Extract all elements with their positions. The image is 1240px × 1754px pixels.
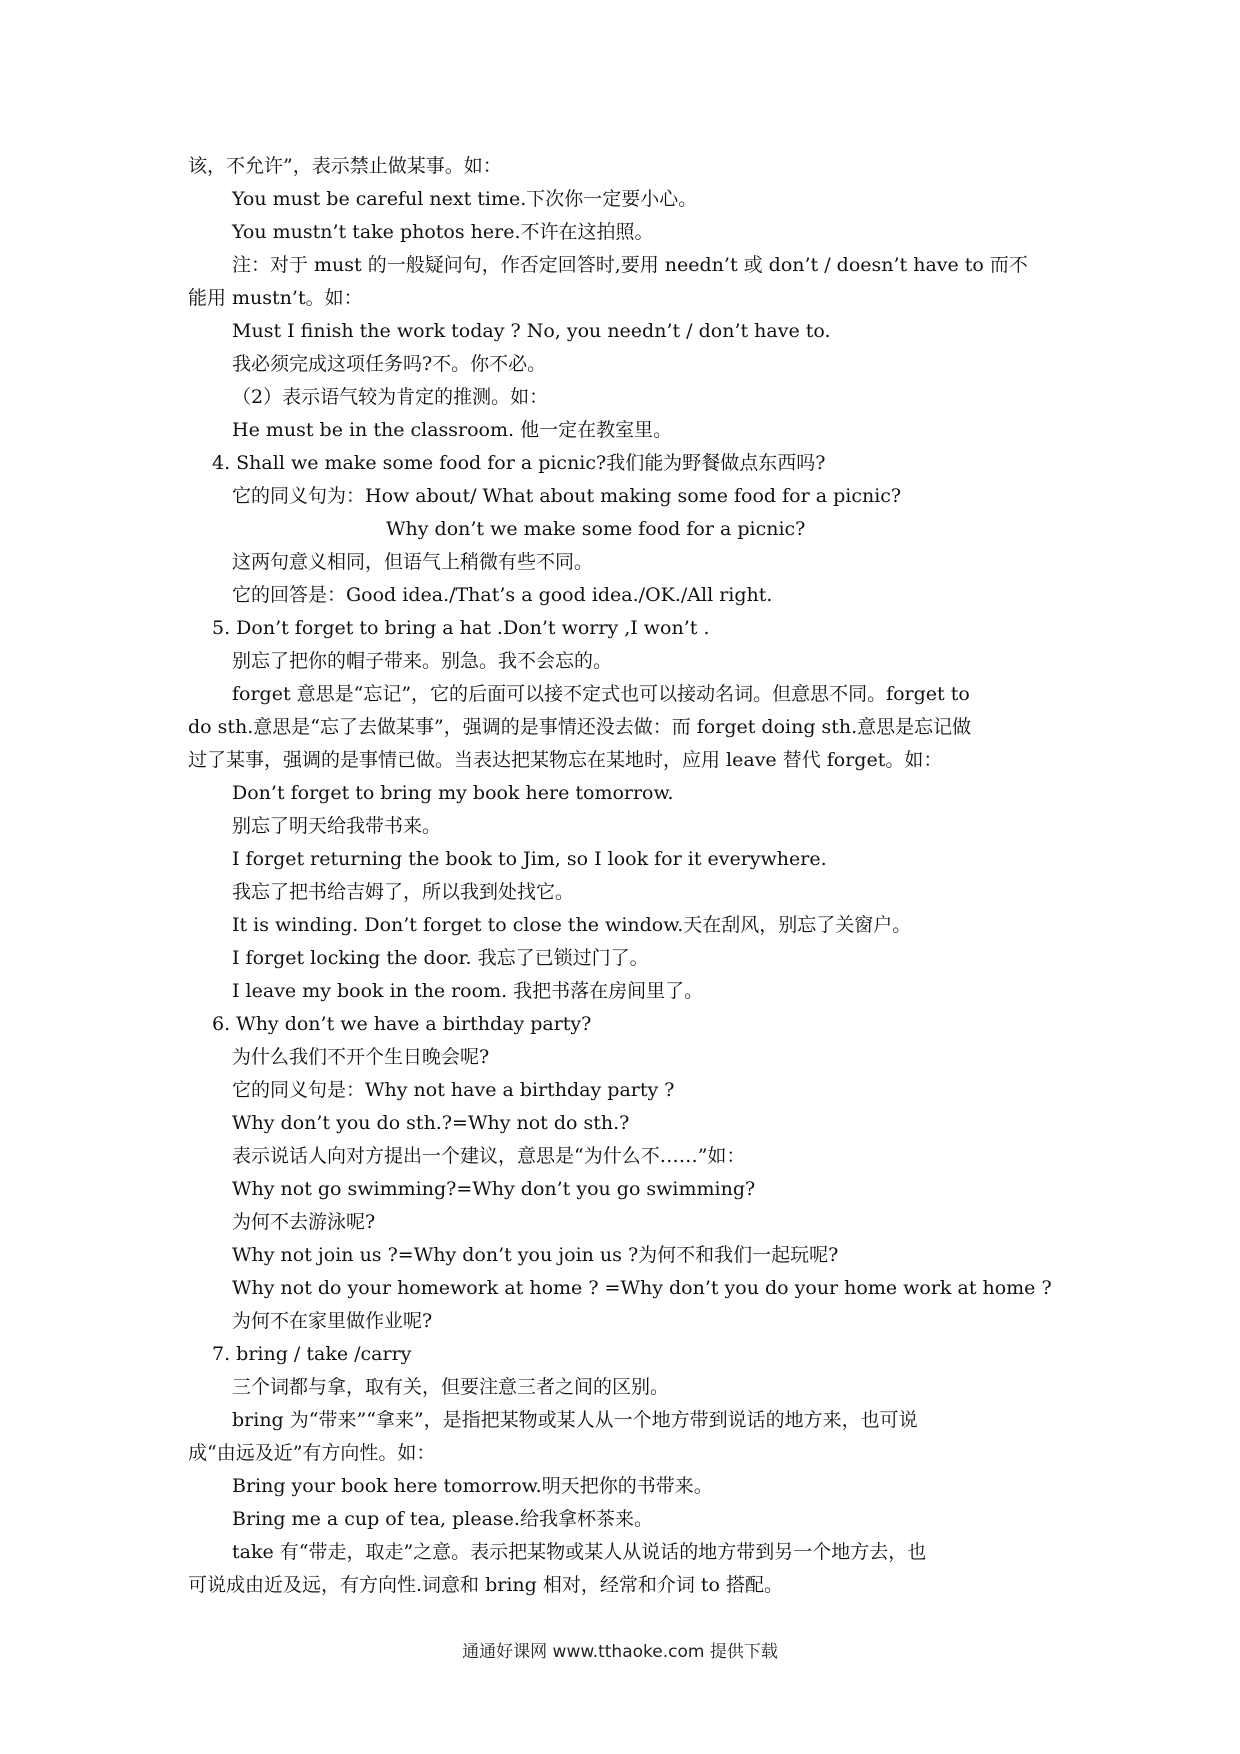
- text-line: You mustn’t take photos here.不许在这拍照。: [232, 221, 654, 243]
- text-line: 它的回答是：Good idea./That’s a good idea./OK./All right.: [232, 584, 773, 606]
- text-line: He must be in the classroom. 他一定在教室里。: [232, 419, 673, 441]
- text-line: 它的同义句是：Why not have a birthday party ?: [232, 1079, 675, 1101]
- text-line: I forget locking the door. 我忘了已锁过门了。: [232, 947, 649, 969]
- text-line: 别忘了把你的帽子带来。别急。我不会忘的。: [232, 650, 613, 672]
- text-line: 可说成由近及远，有方向性.词意和 bring 相对，经常和介词 to 搭配。: [188, 1574, 783, 1596]
- text-line: 5. Don’t forget to bring a hat .Don’t worry ,I won’t .: [212, 617, 710, 639]
- text-line: 表示说话人向对方提出一个建议，意思是“为什么不……”如：: [232, 1145, 746, 1167]
- text-line: 能用 mustn’t。如：: [188, 287, 363, 309]
- text-line: Why not do your homework at home ? =Why don’t you do your home work at home ?: [232, 1277, 1052, 1299]
- text-line: Bring your book here tomorrow.明天把你的书带来。: [232, 1475, 713, 1497]
- text-line: 该，不允许”，表示禁止做某事。如：: [188, 155, 502, 177]
- text-line: take 有“带走，取走”之意。表示把某物或某人从说话的地方带到另一个地方去，也: [232, 1541, 927, 1563]
- text-line: 为何不在家里做作业呢?: [232, 1310, 433, 1332]
- text-line: Why don’t we make some food for a picnic?: [386, 518, 806, 540]
- text-line: Why not go swimming?=Why don’t you go swimming?: [232, 1178, 756, 1200]
- text-line: 我必须完成这项任务吗?不。你不必。: [232, 353, 547, 375]
- text-line: I leave my book in the room. 我把书落在房间里了。: [232, 980, 704, 1002]
- text-line: 别忘了明天给我带书来。: [232, 815, 442, 837]
- text-line: You must be careful next time.下次你一定要小心。: [232, 188, 698, 210]
- text-line: I forget returning the book to Jim, so I look for it everywhere.: [232, 848, 827, 870]
- page-footer: 通通好课网 www.tthaoke.com 提供下载: [462, 1642, 778, 1662]
- text-line: Don’t forget to bring my book here tomorrow.: [232, 782, 674, 804]
- text-line: Bring me a cup of tea, please.给我拿杯茶来。: [232, 1508, 653, 1530]
- text-line: 4. Shall we make some food for a picnic?我们能为野餐做点东西吗?: [212, 452, 826, 474]
- text-line: 这两句意义相同，但语气上稍微有些不同。: [232, 551, 594, 573]
- text-line: Must I finish the work today ? No, you needn’t / don’t have to.: [232, 320, 831, 342]
- text-line: 注：对于 must 的一般疑问句，作否定回答时,要用 needn’t 或 don’t / doesn’t have to 而不: [232, 254, 1028, 276]
- text-line: （2）表示语气较为肯定的推测。如：: [232, 386, 549, 408]
- text-line: 三个词都与拿，取有关，但要注意三者之间的区别。: [232, 1376, 670, 1398]
- text-line: 为什么我们不开个生日晚会呢?: [232, 1046, 490, 1068]
- text-line: bring 为“带来”“拿来”，是指把某物或某人从一个地方带到说话的地方来，也可说: [232, 1409, 918, 1431]
- text-line: 它的同义句为：How about/ What about making some food for a picnic?: [232, 485, 902, 507]
- text-line: forget 意思是“忘记”，它的后面可以接不定式也可以接动名词。但意思不同。forget to: [232, 683, 970, 705]
- text-line: Why not join us ?=Why don’t you join us ?为何不和我们一起玩呢?: [232, 1244, 839, 1266]
- text-line: 过了某事，强调的是事情已做。当表达把某物忘在某地时，应用 leave 替代 forget。如：: [188, 749, 943, 771]
- text-line: 为何不去游泳呢?: [232, 1211, 376, 1233]
- text-line: 成“由远及近”有方向性。如：: [188, 1442, 436, 1464]
- text-line: It is winding. Don’t forget to close the window.天在刮风，别忘了关窗户。: [232, 914, 912, 936]
- text-line: 7. bring / take /carry: [212, 1343, 412, 1365]
- text-line: 我忘了把书给吉姆了，所以我到处找它。: [232, 881, 575, 903]
- text-line: do sth.意思是“忘了去做某事”，强调的是事情还没去做：而 forget doing sth.意思是忘记做: [188, 716, 972, 738]
- text-line: 6. Why don’t we have a birthday party?: [212, 1013, 592, 1035]
- text-line: Why don’t you do sth.?=Why not do sth.?: [232, 1112, 630, 1134]
